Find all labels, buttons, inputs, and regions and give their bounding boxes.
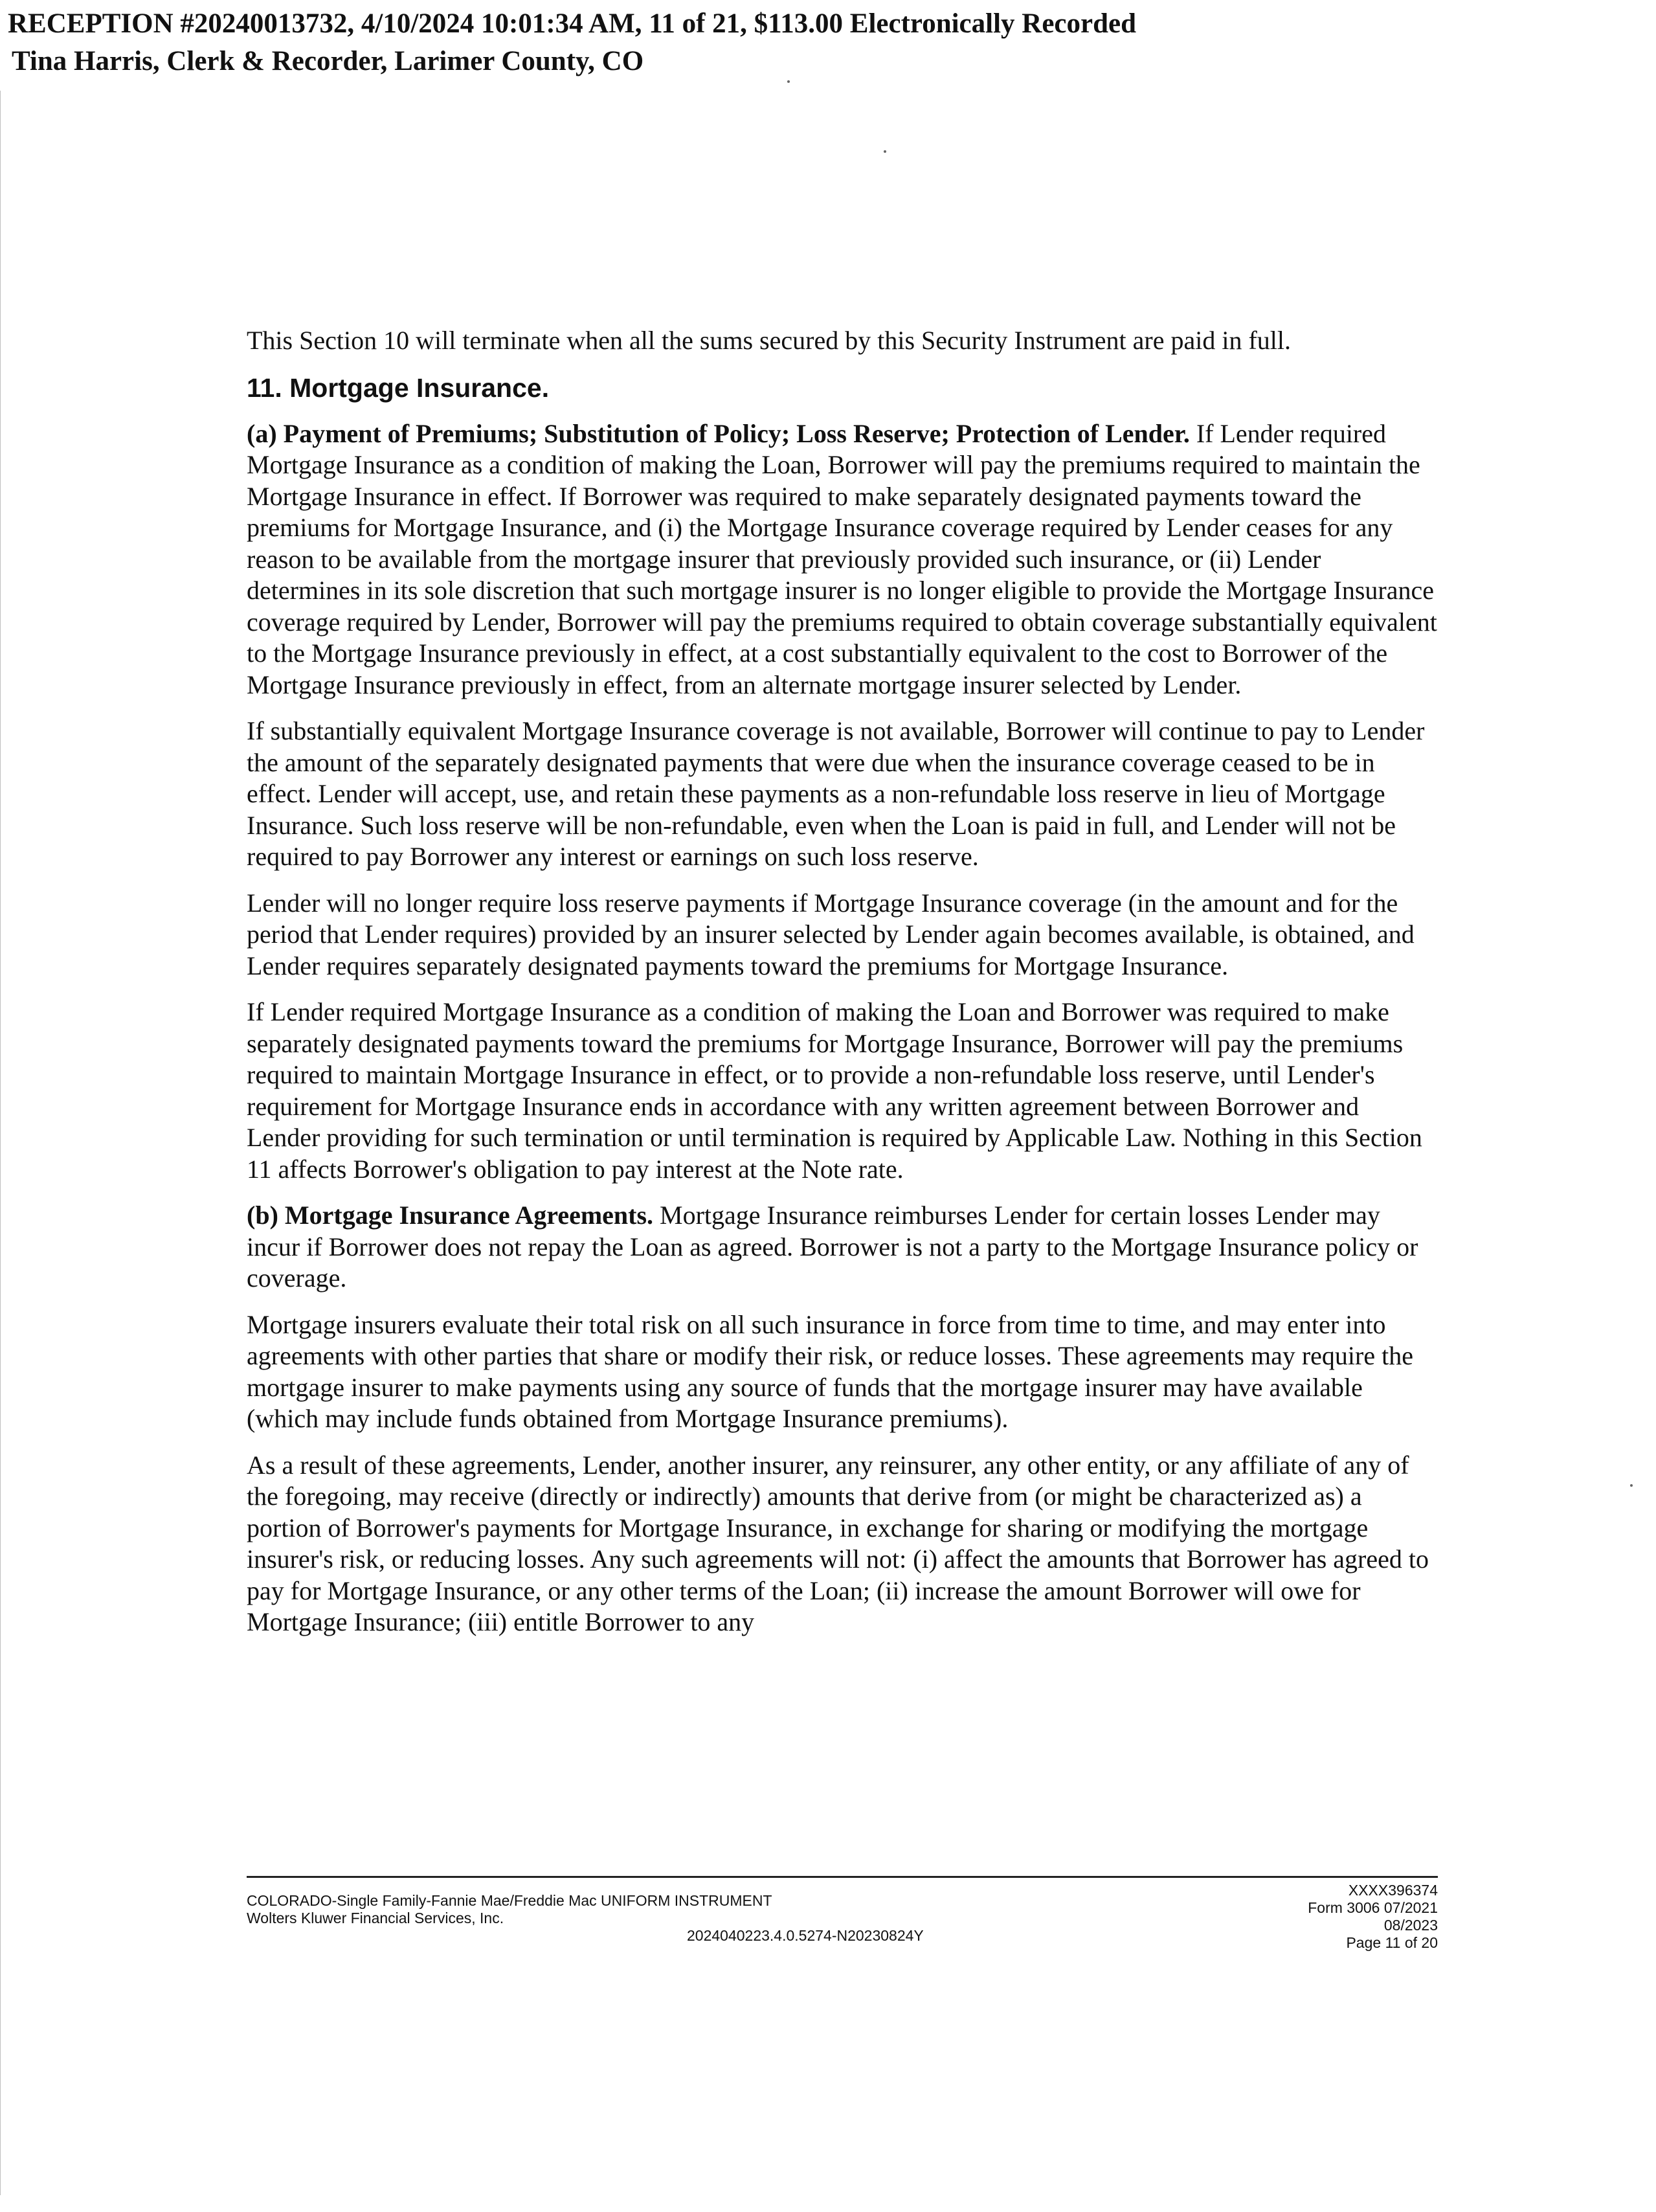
- clerk-line: Tina Harris, Clerk & Recorder, Larimer County, CO: [12, 46, 644, 76]
- scan-speck: [787, 80, 790, 83]
- paragraph-premium-requirement: If Lender required Mortgage Insurance as a condition of making the Loan and Borrower was required to make separately designated payments toward the premiums for Mortgage Insurance, Borrower will pay the premiums required to maintain Mortgage Insurance in effect, or to provide a non-refundable loss reserve, until Lender's requirement for Mortgage Insurance ends in accordance with any written agreement between Borrower and Lender providing for such termination or until termination is required by Applicable Law. Nothing in this Section 11 affects Borrower's obligation to pay interest at the Note rate.: [247, 997, 1422, 1184]
- section-10-closing: This Section 10 will terminate when all the sums secured by this Security Instrument are paid in full.: [247, 326, 1291, 355]
- scan-speck: [1630, 1484, 1633, 1487]
- scan-speck: [884, 150, 886, 153]
- reception-line: RECEPTION #20240013732, 4/10/2024 10:01:34 AM, 11 of 21, $113.00 Electronically Recorded: [8, 8, 1137, 39]
- subsection-a-heading: (a) Payment of Premiums; Substitution of Policy; Loss Reserve; Protection of Lender.: [247, 418, 1190, 448]
- footer-divider: [247, 1876, 1438, 1878]
- paragraph-agreement-results: As a result of these agreements, Lender, another insurer, any reinsurer, any other entity, or any affiliate of any of the foregoing, may receive (directly or indirectly) amounts that derive from (or might be characterized as) a portion of Borrower's payments for Mortgage Insurance, in exchange for sharing or modifying the mortgage insurer's risk, or reducing losses. Any such agreements will not: (i) affect the amounts that Borrower has agreed to pay for Mortgage Insurance, or any other terms of the Loan; (ii) increase the amount Borrower will owe for Mortgage Insurance; (iii) entitle Borrower to any: [247, 1450, 1429, 1636]
- subsection-b-text: Mortgage Insurance reimburses Lender for certain losses Lender may incur if Borrower does not repay the Loan as agreed. Borrower is not a party to the Mortgage Insurance policy or coverage.: [247, 1201, 1418, 1292]
- subsection-a-text: If Lender required Mortgage Insurance as a condition of making the Loan, Borrower will pay the premiums required to maintain the Mortgage Insurance in effect. If Borrower was required to make separately designated payments toward the premiums for Mortgage Insurance, and (i) the Mortgage Insurance coverage required by Lender ceases for any reason to be available from the mortgage insurer that previously provided such insurance, or (ii) Lender determines in its sole discretion that such mortgage insurer is no longer eligible to provide the Mortgage Insurance coverage required by Lender, Borrower will pay the premiums required to obtain coverage substantially equivalent to the Mortgage Insurance previously in effect, at a cost substantially equivalent to the cost to Borrower of the Mortgage Insurance previously in effect, from an alternate mortgage insurer selected by Lender.: [247, 418, 1437, 699]
- footer-revision: 08/2023: [1383, 1917, 1438, 1934]
- footer-form-ids: [1308, 1882, 1438, 1952]
- document-footer: [247, 1882, 1438, 1972]
- scan-edge-line: [0, 91, 2, 2195]
- recording-stamp: [8, 5, 1136, 80]
- section-11-title: 11. Mortgage Insurance.: [247, 372, 550, 403]
- paragraph-insurer-agreements: Mortgage insurers evaluate their total risk on all such insurance in force from time to time, and may enter into agreements with other parties that share or modify their risk, or reduce losses. These agreements may require the mortgage insurer to make payments using any source of funds that the mortgage insurer may have available (which may include funds obtained from Mortgage Insurance premiums).: [247, 1309, 1413, 1433]
- footer-form-number: Form 3006 07/2021: [1308, 1899, 1438, 1916]
- subsection-b-heading: (b) Mortgage Insurance Agreements.: [247, 1201, 654, 1230]
- document-body: [247, 325, 1438, 1653]
- footer-page-number: Page 11 of 20: [1346, 1934, 1438, 1951]
- subsection-a-paragraph: [247, 418, 1438, 701]
- footer-doc-code: 2024040223.4.0.5274-N20230824Y: [687, 1927, 924, 1944]
- paragraph-equivalent-coverage: If substantially equivalent Mortgage Insurance coverage is not available, Borrower will continue to pay to Lender the amount of the separately designated payments that were due when the insurance coverage ceased to be in effect. Lender will accept, use, and retain these payments as a non-refundable loss reserve in lieu of Mortgage Insurance. Such loss reserve will be non-refundable, even when the Loan is paid in full, and Lender will not be required to pay Borrower any interest or earnings on such loss reserve.: [247, 716, 1425, 871]
- footer-form-title: COLORADO-Single Family-Fannie Mae/Freddie Mac UNIFORM INSTRUMENT: [247, 1892, 772, 1909]
- footer-form-info: [247, 1892, 772, 1927]
- paragraph-no-longer-required: Lender will no longer require loss reserve payments if Mortgage Insurance coverage (in the amount and for the period that Lender requires) provided by an insurer selected by Lender again becomes available, is obtained, and Lender requires separately designated payments toward the premiums for Mortgage Insurance.: [247, 888, 1415, 980]
- subsection-b-paragraph: [247, 1200, 1438, 1294]
- footer-publisher: Wolters Kluwer Financial Services, Inc.: [247, 1910, 504, 1926]
- footer-loan-number: XXXX396374: [1348, 1882, 1438, 1899]
